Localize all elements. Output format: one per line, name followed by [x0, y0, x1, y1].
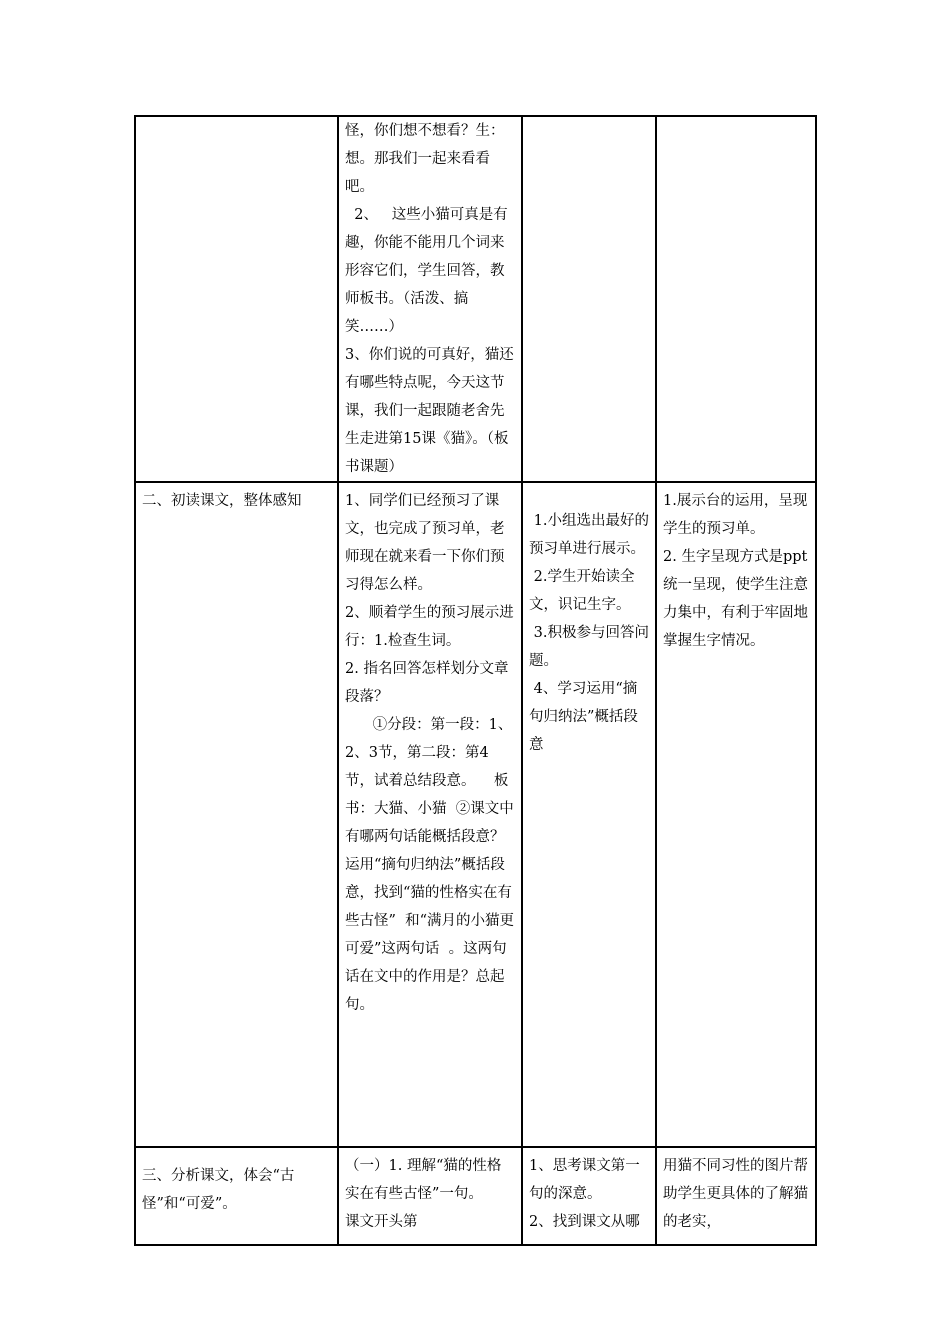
paragraph: ①分段：第一段：1、2、3节，第二段：第4节，试着总结段意。 板书：大猫、小猫 ②课文中有哪两句话能概括段意？运用“摘句归纳法”概括段意，找到“猫的性格实在有些古怪” 和“满月的小猫更可爱”这两句话 。这两句话在文中的作用是？总起句。	[345, 717, 515, 1013]
design-intent-cell	[656, 1147, 816, 1245]
teacher-activity-cell	[338, 1147, 522, 1245]
paragraph: 1、思考课文第一句的深意。	[529, 1158, 640, 1202]
table-row	[135, 482, 816, 1147]
teacher-activity-cell	[338, 482, 522, 1147]
paragraph: 2.学生开始读全文，识记生字。	[529, 569, 635, 613]
design-intent-cell	[656, 116, 816, 482]
student-activity-cell	[522, 116, 656, 482]
lesson-plan-table	[134, 115, 817, 1246]
table-row	[135, 116, 816, 482]
paragraph: 2、顺着学生的预习展示进行：1.检查生词。	[345, 605, 514, 649]
stage-cell: 二、初读课文，整体感知	[135, 482, 338, 1147]
paragraph: 2、 这些小猫可真是有趣，你能不能用几个词来形容它们，学生回答，教师板书。（活泼、搞笑……）	[345, 207, 508, 335]
paragraph: 3、你们说的可真好，猫还有哪些特点呢，今天这节课，我们一起跟随老舍先生走进第15课《猫》。（板书课题）	[345, 347, 514, 475]
student-activity-cell	[522, 482, 656, 1147]
paragraph: 2. 指名回答怎样划分文章段落？	[345, 661, 509, 705]
paragraph: 用猫不同习性的图片帮助学生更具体的了解猫的老实，	[663, 1158, 808, 1230]
paragraph: 4、学习运用“摘句归纳法”概括段意	[529, 681, 638, 753]
table-row	[135, 1147, 816, 1245]
paragraph: 3.积极参与回答问题。	[529, 625, 649, 669]
stage-cell	[135, 116, 338, 482]
paragraph: 1.小组选出最好的预习单进行展示。	[529, 513, 649, 557]
teacher-activity-cell	[338, 116, 522, 482]
paragraph: 1、同学们已经预习了课文，也完成了预习单，老师现在就来看一下你们预习得怎么样。	[345, 493, 505, 593]
paragraph: 怪，你们想不想看？生：想。那我们一起来看看吧。	[345, 123, 505, 195]
student-activity-cell	[522, 1147, 656, 1245]
paragraph: 1.展示台的运用，呈现学生的预习单。	[663, 493, 808, 537]
paragraph: （一）1. 理解“猫的性格实在有些古怪”一句。 课文开头第	[345, 1158, 506, 1230]
paragraph: 2、找到课文从哪	[529, 1214, 640, 1230]
paragraph: 2. 生字呈现方式是ppt统一呈现，使学生注意力集中，有利于牢固地掌握生字情况。	[663, 549, 808, 649]
design-intent-cell	[656, 482, 816, 1147]
stage-cell: 三、分析课文，体会“古怪”和“可爱”。	[135, 1147, 338, 1245]
